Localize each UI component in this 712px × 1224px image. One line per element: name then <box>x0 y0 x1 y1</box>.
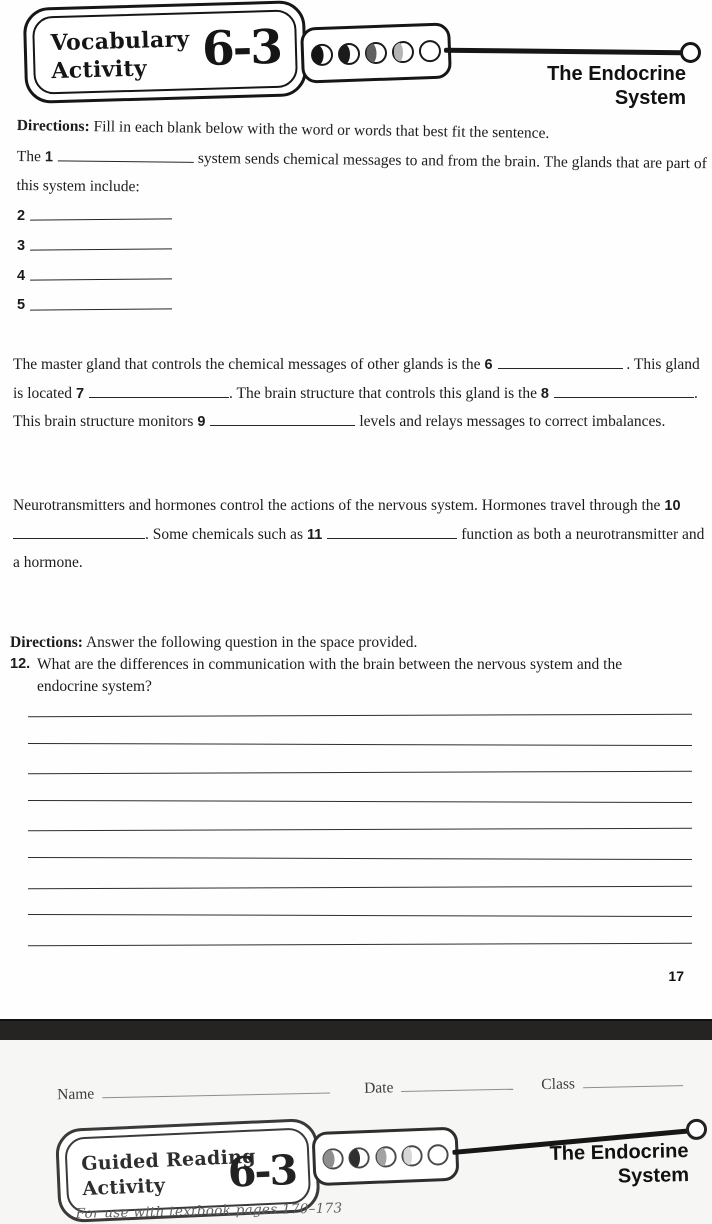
fill-blank-9 <box>210 411 355 426</box>
moon-phase-icon <box>363 40 390 67</box>
badge-label-line2: Activity <box>82 1174 166 1201</box>
worksheet-title-line1: The Endocrine <box>549 1140 689 1165</box>
list-item <box>17 295 172 315</box>
answer-line <box>28 800 692 831</box>
activity-number: 6-3 <box>201 19 282 77</box>
date-blank <box>401 1075 513 1092</box>
directions-label: Directions: <box>10 634 83 651</box>
moon-phase-icon <box>390 39 417 66</box>
list-item <box>17 235 172 255</box>
name-label: Name <box>56 1085 95 1103</box>
sentence-text: . The brain structure that controls this gland is the <box>229 384 537 402</box>
blank-number-11: 11 <box>306 526 323 543</box>
sentence-post: system sends chemical messages to and from the brain. The glands that are part of this system include: <box>16 149 707 195</box>
answer-line <box>28 829 692 860</box>
blank-number-2: 2 <box>17 207 26 224</box>
pin-ball-icon <box>680 42 701 63</box>
sentence-text: Neurotransmitters and hormones control the actions of the nervous system. Hormones travel through the <box>13 497 661 514</box>
answer-line <box>28 886 692 917</box>
spacer <box>513 1089 541 1090</box>
fill-blank-11 <box>327 524 457 539</box>
badge-dots-bar <box>300 22 452 83</box>
fill-blank-7 <box>89 383 229 398</box>
vocabulary-activity-badge <box>23 0 308 104</box>
blank-number-8: 8 <box>540 385 549 402</box>
pin-ball-icon <box>686 1119 707 1140</box>
sentence-pre: The <box>16 147 42 166</box>
worksheet-title <box>547 62 686 110</box>
sentence-text: levels and relays messages to correct imbalances. <box>359 413 666 431</box>
sentence-text: This gland is located <box>13 356 700 402</box>
list-item <box>17 265 172 285</box>
directions-text: Fill in each blank below with the word or words that best fit the sentence. <box>93 118 550 142</box>
worksheet-title-line1: The Endocrine <box>547 63 686 85</box>
answer-lines <box>28 687 692 944</box>
date-label: Date <box>363 1078 394 1097</box>
worksheet-title <box>549 1139 689 1190</box>
moon-phase-icon <box>399 1142 425 1168</box>
fill-in-sentence-1 <box>16 143 712 208</box>
answer-line <box>28 857 692 888</box>
badge-inner-frame <box>32 9 298 94</box>
fill-blank-4 <box>30 264 172 280</box>
badge-label <box>50 25 190 85</box>
answer-line <box>28 914 692 945</box>
sentence-text: . Some chemicals such as <box>145 525 303 543</box>
activity-number: 6-3 <box>226 1145 297 1197</box>
page-number: 17 <box>668 968 684 984</box>
sentence-text: . This brain structure monitors <box>13 384 698 431</box>
blank-number-3: 3 <box>17 237 26 254</box>
directions-label: Directions: <box>16 116 90 136</box>
blank-number-6: 6 <box>484 357 493 373</box>
badge-label-line2: Activity <box>51 55 148 85</box>
answer-line <box>28 743 692 774</box>
class-label: Class <box>541 1075 576 1093</box>
page-divider-bar <box>0 1019 712 1040</box>
moon-phase-icon <box>346 1144 372 1170</box>
badge-dots-bar <box>312 1127 460 1187</box>
worksheet-title-line2: System <box>614 87 686 109</box>
answer-line <box>28 686 692 717</box>
fill-blank-8 <box>554 383 694 398</box>
question-text: What are the differences in communication with the brain between the nervous system and the endocrine system? <box>37 656 623 695</box>
bottom-page-content <box>0 1040 712 1224</box>
fill-blank-2 <box>30 204 172 220</box>
blank-number-7: 7 <box>75 385 85 402</box>
blank-number-9: 9 <box>197 414 206 431</box>
gland-blank-list <box>17 205 172 325</box>
question-number: 12. <box>10 656 31 672</box>
blank-number-5: 5 <box>17 297 26 314</box>
next-worksheet-page <box>0 1040 712 1224</box>
moon-phase-icon <box>417 38 444 65</box>
name-date-class-row <box>57 1071 707 1104</box>
textbook-pages-footnote: For use with textbook pages 170–173 <box>75 1200 343 1222</box>
sentence-text: . <box>626 356 631 373</box>
fill-blank-10 <box>13 524 145 539</box>
blank-number-4: 4 <box>17 267 26 284</box>
moon-phase-icon <box>309 41 336 68</box>
name-blank <box>102 1079 330 1098</box>
worksheet-title-line2: System <box>617 1164 690 1188</box>
answer-line <box>28 772 692 803</box>
moon-phase-icon <box>336 40 363 67</box>
moon-phase-icon <box>425 1141 451 1167</box>
fill-blank-3 <box>30 234 172 250</box>
spacer <box>330 1093 364 1094</box>
list-item <box>17 205 172 225</box>
pin-line <box>444 48 684 56</box>
fill-blank-1 <box>58 147 194 163</box>
moon-phase-icon <box>320 1145 346 1171</box>
badge-label-line1: Guided Reading <box>80 1145 257 1176</box>
fill-blank-6 <box>498 354 623 369</box>
sentence-text: The master gland that controls the chemical messages of other glands is the <box>13 356 481 373</box>
directions-text: Answer the following question in the space provided. <box>85 634 418 651</box>
blank-number-10: 10 <box>664 498 681 514</box>
paragraph-neurotransmitters <box>13 492 708 578</box>
fill-blank-5 <box>30 294 172 310</box>
class-blank <box>583 1071 683 1088</box>
blank-number-1: 1 <box>44 149 54 166</box>
paragraph-master-gland <box>13 351 708 437</box>
sentence-text: function as both a neurotransmitter and a hormone. <box>13 525 705 572</box>
answer-line <box>28 715 692 746</box>
moon-phase-icon <box>373 1143 399 1169</box>
badge-label-line1: Vocabulary <box>50 26 190 57</box>
